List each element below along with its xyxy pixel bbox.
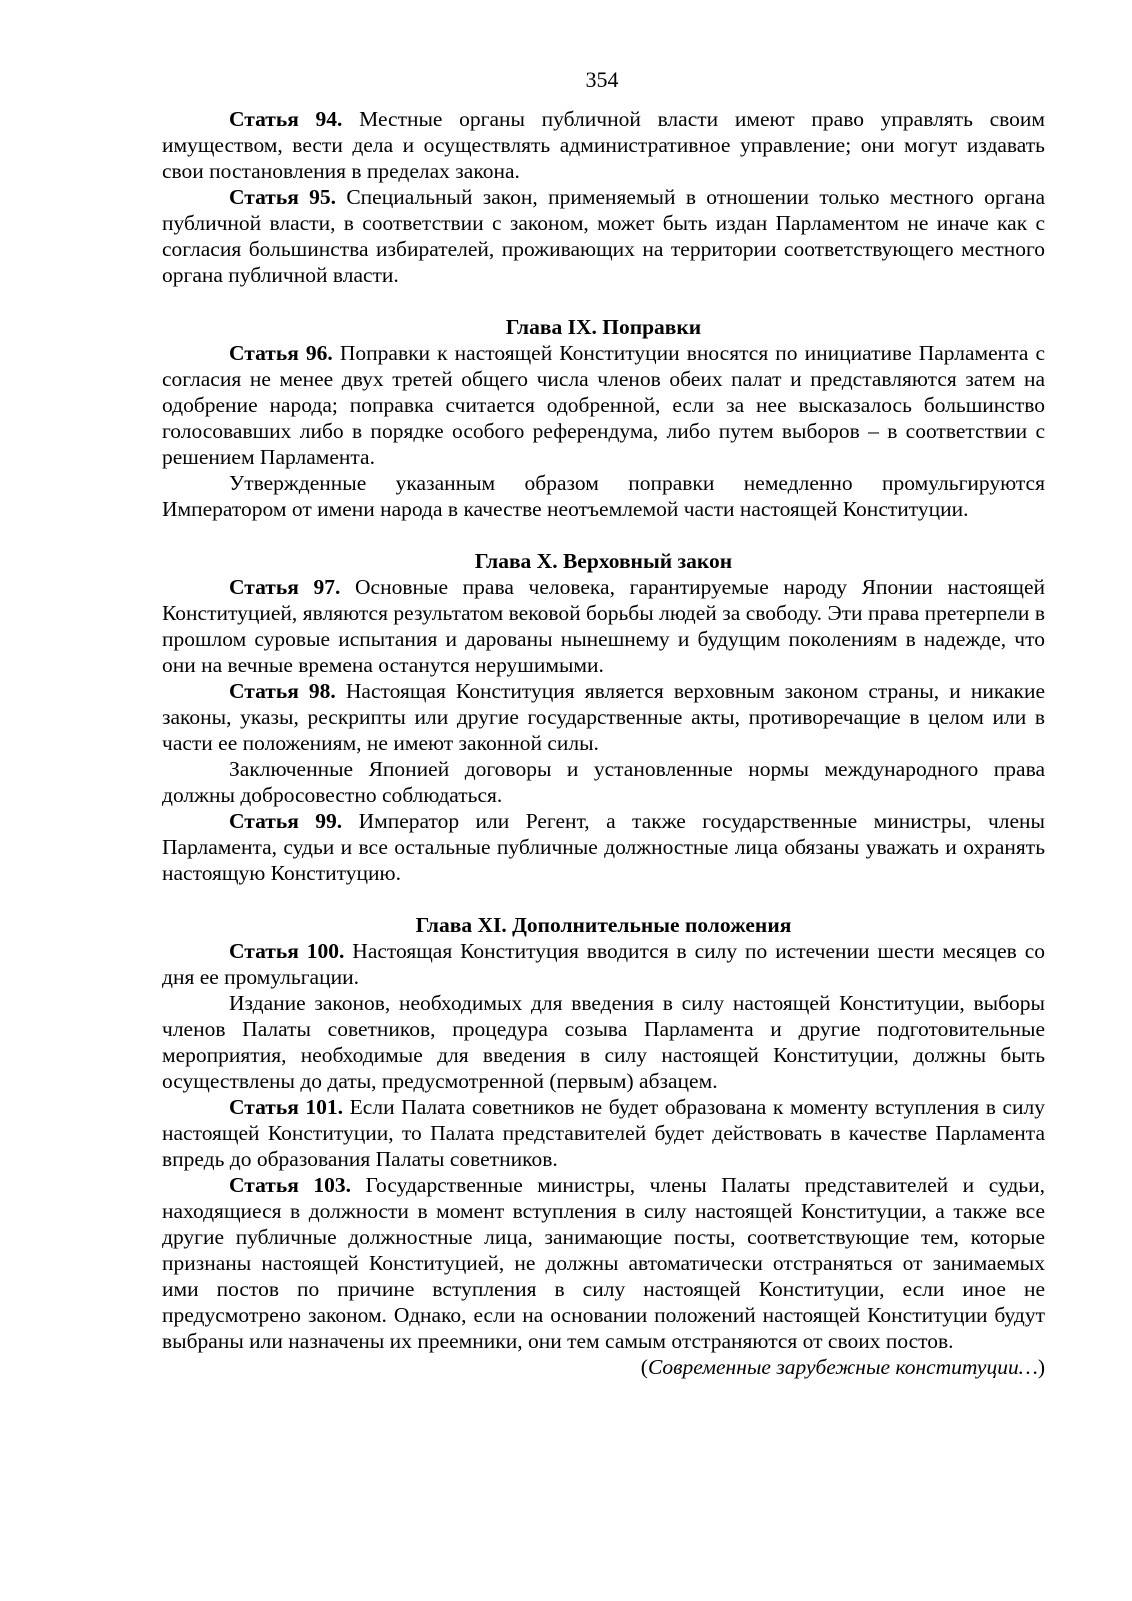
article-96 bbox=[162, 340, 1045, 470]
source-title: Современные зарубежные конституции… bbox=[647, 1355, 1038, 1379]
article-101-text: Если Палата советников не будет образована к моменту вступления в силу настоящей Конституции, то Палата представителей будет действовать в качестве Парламента впредь до образования Палаты советников. bbox=[162, 1095, 1045, 1171]
article-95-text: Специальный закон, применяемый в отношении только местного органа публичной власти, в соответствии с законом, может быть издан Парламентом не иначе как с согласия большинства избирателей, проживающих на территории соответствующего местного органа публичной власти. bbox=[162, 185, 1045, 287]
article-103-text: Государственные министры, члены Палаты представителей и судьи, находящиеся в должности в момент вступления в силу настоящей Конституции, а также все другие публичные должностные лица, занимающие посты, соответствующие тем, которые признаны настоящей Конституцией, не должны автоматически отстраняться от занимаемых ими постов по причине вступления в силу настоящей Конституции, если иное не предусмотрено законом. Однако, если на основании положений настоящей Конституции будут выбраны или назначены их преемники, они тем самым отстраняются от своих постов. bbox=[162, 1173, 1045, 1353]
article-96-paragraph-2: Утвержденные указанным образом поправки немедленно промульгируются Императором от имени народа в качестве неотъемлемой части настоящей Конституции. bbox=[162, 471, 1045, 521]
article-98-text: Настоящая Конституция является верховным законом страны, и никакие законы, указы, рескрипты или другие государственные акты, противоречащие в целом или в части ее положениям, не имеют законной силы. bbox=[162, 679, 1045, 755]
article-95-label: Статья 95. bbox=[229, 185, 337, 209]
article-94-label: Статья 94. bbox=[229, 107, 343, 131]
article-94-text: Местные органы публичной власти имеют право управлять своим имуществом, вести дела и осуществлять административное управление; они могут издавать свои постановления в пределах закона. bbox=[162, 107, 1045, 183]
article-94 bbox=[162, 106, 1045, 184]
document-body bbox=[162, 106, 1045, 1380]
article-96-label: Статья 96. bbox=[229, 341, 333, 365]
article-100-text: Настоящая Конституция вводится в силу по истечении шести месяцев со дня ее промульгации. bbox=[162, 939, 1045, 989]
article-97-label: Статья 97. bbox=[229, 575, 341, 599]
article-97-text: Основные права человека, гарантируемые народу Японии настоящей Конституцией, являются результатом вековой борьбы людей за свободу. Эти права претерпели в прошлом суровые испытания и дарованы нынешнему и будущим поколениям в надежде, что они на вечные времена останутся нерушимыми. bbox=[162, 575, 1045, 677]
chapter-10-heading: Глава X. Верховный закон bbox=[474, 549, 733, 573]
article-100-paragraph-2: Издание законов, необходимых для введения в силу настоящей Конституции, выборы членов Палаты советников, процедура созыва Парламента и другие подготовительные мероприятия, необходимые для введения в силу настоящей Конституции, должны быть осуществлены до даты, предусмотренной (первым) абзацем. bbox=[162, 991, 1045, 1093]
article-99-label: Статья 99. bbox=[229, 809, 343, 833]
article-101-label: Статья 101. bbox=[229, 1095, 344, 1119]
article-98 bbox=[162, 678, 1045, 756]
article-103 bbox=[162, 1172, 1045, 1354]
source-open-paren: ( bbox=[640, 1355, 648, 1379]
article-100-label: Статья 100. bbox=[229, 939, 345, 963]
chapter-11-heading: Глава XI. Дополнительные положения bbox=[415, 913, 792, 937]
source-citation bbox=[162, 1354, 1045, 1380]
article-95 bbox=[162, 184, 1045, 288]
source-close-paren: ) bbox=[1037, 1355, 1045, 1379]
article-99 bbox=[162, 808, 1045, 886]
article-98-label: Статья 98. bbox=[229, 679, 336, 703]
article-98-paragraph-2: Заключенные Японией договоры и установленные нормы международного права должны добросовестно соблюдаться. bbox=[162, 757, 1045, 807]
article-103-label: Статья 103. bbox=[229, 1173, 351, 1197]
article-97 bbox=[162, 574, 1045, 678]
article-96-text: Поправки к настоящей Конституции вносятся по инициативе Парламента с согласия не менее двух третей общего числа членов обеих палат и представляются затем на одобрение народа; поправка считается одобренной, если за нее высказалось большинство голосовавших либо в порядке особого референдума, либо путем выборов – в соответствии с решением Парламента. bbox=[162, 341, 1045, 469]
article-99-text: Император или Регент, а также государственные министры, члены Парламента, судьи и все остальные публичные должностные лица обязаны уважать и охранять настоящую Конституцию. bbox=[162, 809, 1046, 885]
article-100 bbox=[162, 938, 1045, 990]
chapter-9-heading: Глава IX. Поправки bbox=[505, 315, 702, 339]
page-number: 354 bbox=[585, 67, 619, 92]
article-101 bbox=[162, 1094, 1045, 1172]
